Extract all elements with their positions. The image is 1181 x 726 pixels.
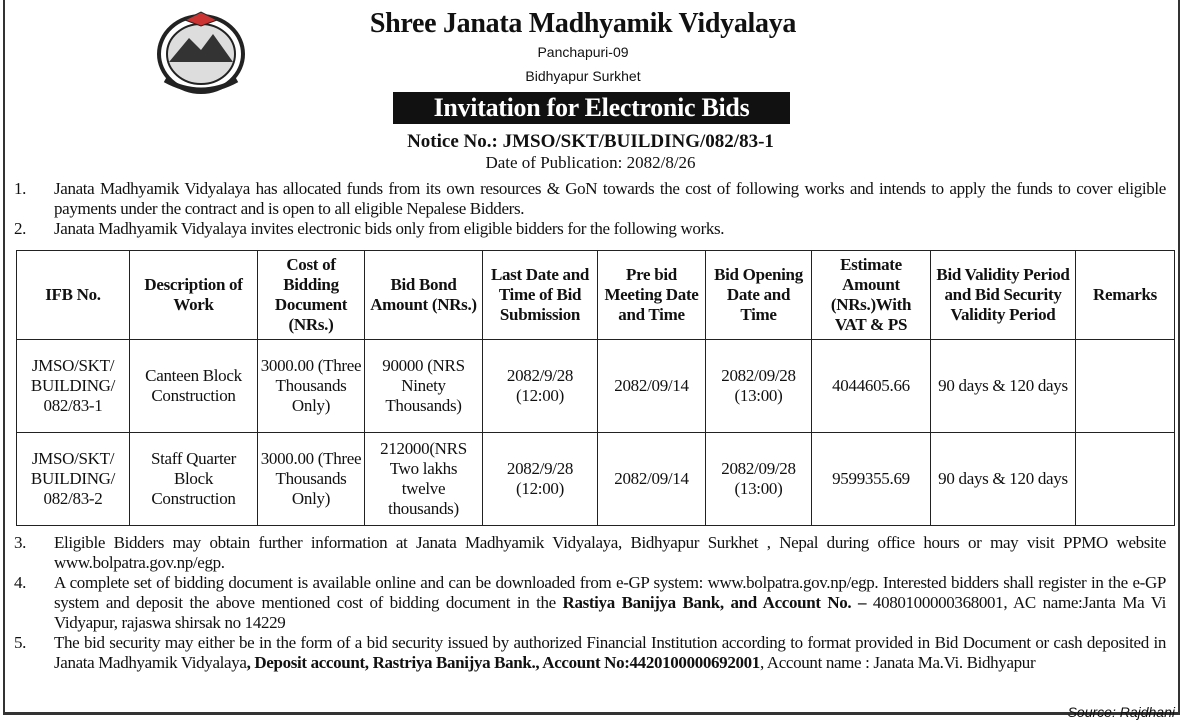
cell-bid-bond: 90000 (NRS Ninety Thousands) [365, 340, 483, 433]
item-number: 5. [14, 633, 27, 652]
bids-table [16, 250, 1175, 526]
cell-prebid: 2082/09/14 [598, 340, 706, 433]
cell-opening: 2082/09/28 (13:00) [706, 340, 812, 433]
cell-last-date: 2082/9/28 (12:00) [483, 340, 598, 433]
cell-last-date: 2082/9/28 (12:00) [483, 433, 598, 526]
item-text: Eligible Bidders may obtain further information at Janata Madhyamik Vidyalaya, Bidhyapur Surkhet , Nepal during office hours or may visit PPMO website www.bolpatra.gov.np/egp. [54, 533, 1166, 572]
table-row [17, 433, 1175, 526]
item-number: 3. [14, 533, 27, 552]
cell-cost: 3000.00 (Three Thousands Only) [258, 340, 365, 433]
text-part: 4080100000368001, AC name:Janta Ma Vi Vidyapur, rajaswa shirsak no 14229 [54, 593, 1166, 632]
cell-ifb: JMSO/SKT/ BUILDING/ 082/83-1 [17, 340, 130, 433]
cell-validity: 90 days & 120 days [931, 340, 1076, 433]
list-item [14, 179, 1166, 219]
cell-remarks [1076, 340, 1175, 433]
item-number: 1. [14, 179, 27, 198]
cell-ifb: JMSO/SKT/ BUILDING/ 082/83-2 [17, 433, 130, 526]
text-part: The bid security may either be in the form of a bid security issued by authorized Financial Institution according to format provided in Bid Document or cash deposited in Janata Madhyamik Vidyalaya [54, 633, 1166, 672]
header-prebid: Pre bid Meeting Date and Time [598, 251, 706, 340]
header-ifb: IFB No. [17, 251, 130, 340]
publication-date: Date of Publication: 2082/8/26 [485, 153, 696, 172]
list-item [14, 573, 1166, 633]
notice-number [0, 131, 1181, 153]
cell-cost: 3000.00 (Three Thousands Only) [258, 433, 365, 526]
cell-estimate: 9599355.69 [812, 433, 931, 526]
cell-description: Canteen Block Construction [130, 340, 258, 433]
header-validity: Bid Validity Period and Bid Security Validity Period [931, 251, 1076, 340]
cell-estimate: 4044605.66 [812, 340, 931, 433]
item-text: Janata Madhyamik Vidyalaya has allocated funds from its own resources & GoN towards the cost of following works and intends to apply the funds to cover eligible payments under the contract and is open to all eligible Nepalese Bidders. [54, 179, 1166, 218]
header-opening: Bid Opening Date and Time [706, 251, 812, 340]
header-cost: Cost of Bidding Document (NRs.) [258, 251, 365, 340]
header-estimate: Estimate Amount (NRs.)With VAT & PS [812, 251, 931, 340]
header-bid-bond: Bid Bond Amount (NRs.) [365, 251, 483, 340]
cell-validity: 90 days & 120 days [931, 433, 1076, 526]
bank-account-bold: Rastiya Banijya Bank, and Account No. – [562, 593, 867, 612]
school-name: Shree Janata Madhyamik Vidyalaya [369, 8, 797, 39]
item-text [54, 633, 1166, 673]
header-remarks: Remarks [1076, 251, 1175, 340]
deposit-account-bold: , Deposit account, Rastriya Banijya Bank., Account No:4420100000692001 [246, 653, 760, 672]
cell-description: Staff Quarter Block Construction [130, 433, 258, 526]
intro-list [14, 179, 1166, 239]
notice-banner: Invitation for Electronic Bids [393, 92, 790, 124]
notice-value: JMSO/SKT/BUILDING/082/83-1 [502, 131, 774, 152]
text-part: A complete set of bidding document is available online and can be downloaded from e-GP system: www.bolpatra.gov.np/egp. Interested bidders shall register in the e-GP system and deposit the above mentioned cost of bidding document in the [54, 573, 1166, 612]
table-row [17, 340, 1175, 433]
header-last-date: Last Date and Time of Bid Submission [483, 251, 598, 340]
list-item [14, 219, 1166, 239]
notice-label: Notice No.: [407, 131, 498, 152]
item-text [54, 573, 1166, 633]
cell-opening: 2082/09/28 (13:00) [706, 433, 812, 526]
text-part: , Account name : Janata Ma.Vi. Bidhyapur [759, 653, 1036, 672]
item-text: Janata Madhyamik Vidyalaya invites electronic bids only from eligible bidders for the following works. [54, 219, 725, 238]
cell-bid-bond: 212000(NRS Two lakhs twelve thousands) [365, 433, 483, 526]
header-description: Description of Work [130, 251, 258, 340]
cell-prebid: 2082/09/14 [598, 433, 706, 526]
source-credit: Source: Rajdhani [1067, 704, 1175, 720]
list-item [14, 533, 1166, 573]
address-line-1: Panchapuri-09 [537, 44, 629, 60]
table-header-row [17, 251, 1175, 340]
item-number: 4. [14, 573, 27, 592]
list-item [14, 633, 1166, 673]
address-line-2: Bidhyapur Surkhet [525, 68, 641, 84]
item-number: 2. [14, 219, 27, 238]
cell-remarks [1076, 433, 1175, 526]
notes-list [14, 533, 1166, 673]
